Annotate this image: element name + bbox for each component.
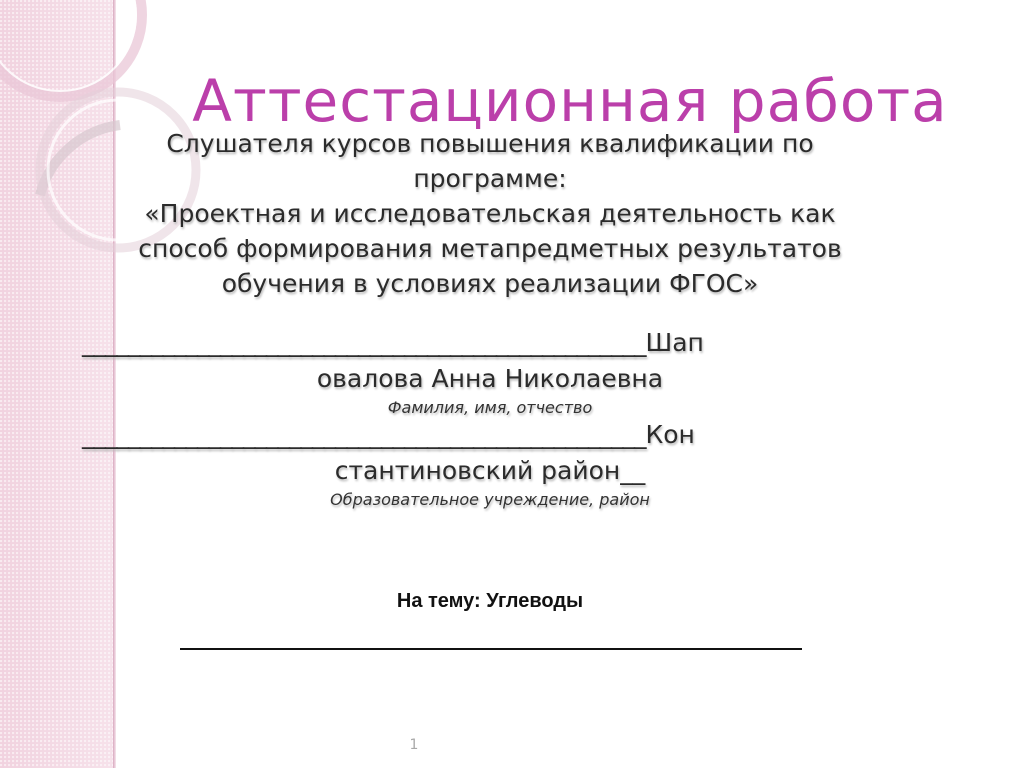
topic-underline — [180, 648, 802, 650]
fio-underline: _________________________________________________ — [82, 328, 646, 357]
fio-caption: Фамилия, имя, отчество — [387, 398, 593, 417]
subtitle-line: Слушателя курсов повышения квалификации по — [166, 129, 814, 158]
institution-text-start: Кон — [645, 420, 695, 449]
institution-underline: _________________________________________________ — [82, 420, 646, 449]
fio-name-continuation: овалова Анна Николаевна — [316, 364, 664, 393]
subtitle-line: «Проектная и исследовательская деятельность как — [144, 199, 836, 228]
fio-signature-line — [82, 327, 704, 359]
subtitle-line: программе: — [413, 164, 567, 193]
topic-label: На тему: Углеводы — [396, 590, 584, 612]
subtitle-line: обучения в условиях реализации ФГОС» — [221, 269, 759, 298]
course-description — [110, 126, 870, 301]
institution-text-continuation: стантиновский район__ — [334, 456, 646, 485]
page-number: 1 — [409, 737, 419, 753]
slide-title: Аттестационная работа — [192, 67, 948, 135]
institution-caption: Образовательное учреждение, район — [330, 490, 650, 509]
institution-signature-line — [82, 419, 695, 451]
fio-name-start: Шап — [645, 328, 704, 357]
subtitle-line: способ формирования метапредметных результатов — [138, 234, 842, 263]
